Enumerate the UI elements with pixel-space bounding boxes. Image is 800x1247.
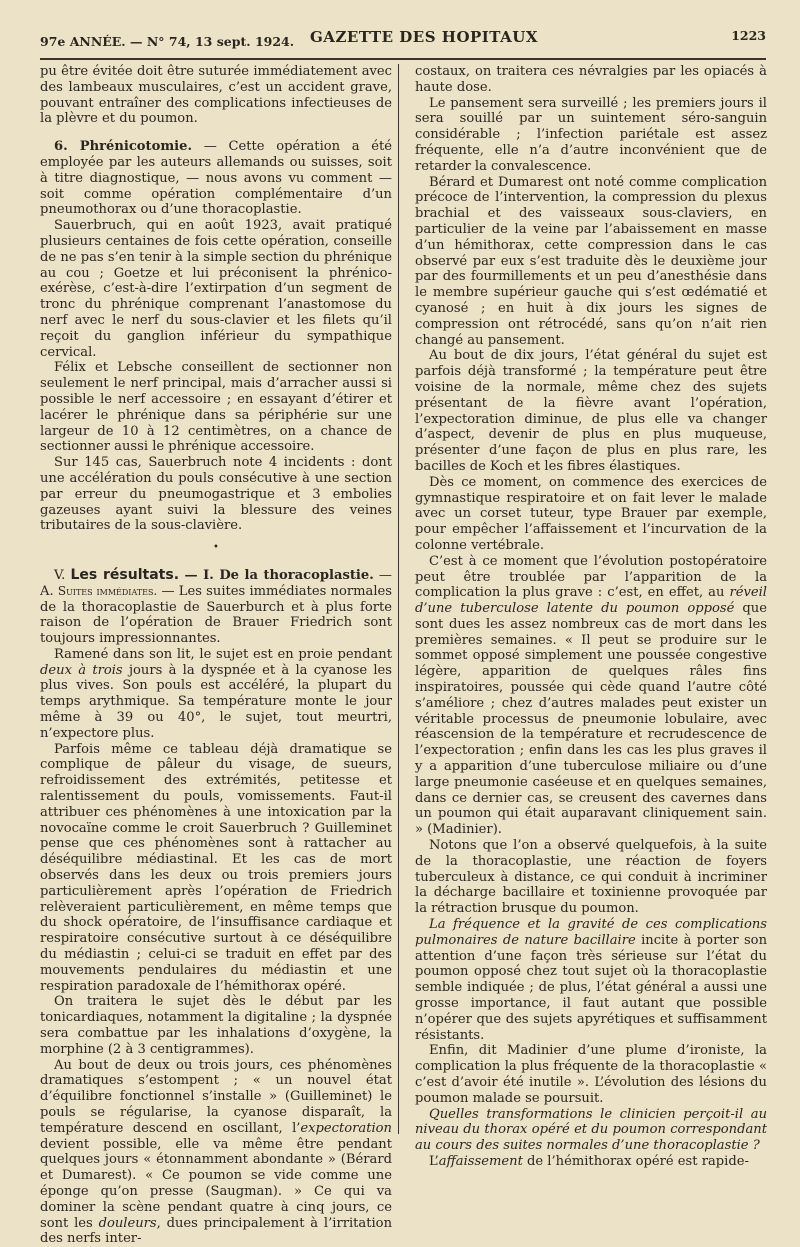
- emphasis: La fréquence et la gravité de ces complications pulmonaires de nature bacillaire: [415, 917, 767, 948]
- paragraph-text: Au bout de deux ou trois jours, ces phénomènes dramatiques s’estompent ; « un nouvel état d’équilibre fonctionnel s’installe » (Guilleminet) le pouls se régularise, la cyanose disparaît, la température descend en oscillant, l’: [40, 1057, 392, 1136]
- section-a-label: — A.: [40, 567, 392, 599]
- paragraph: Félix et Lebsche conseillent de sectionner non seulement le nerf principal, mais d’arracher aussi si possible le nerf accessoire ; en essayant d’étirer et lacérer le phrénique dans sa périphérie sur une largeur de 10 à 12 centimètres, on a chance de sectionner aussi le phrénique accessoire.: [40, 360, 392, 455]
- paragraph-question: [415, 1107, 767, 1154]
- paragraph: Sauerbruch, qui en août 1923, avait pratiqué plusieurs centaines de fois cette opération, conseille de ne pas s’en tenir à la simple section du phrénique au cou ; Goetze et lui préconisent la phrénico-exérèse, c’est-à-dire l’extirpation d’un segment de tronc du phrénique comprenant l’anastomose du nerf avec le nerf du sous-clavier et les filets qu’il reçoit du ganglion inférieur du sympathique cervical.: [40, 218, 392, 360]
- emphasis: expectoration: [300, 1120, 392, 1136]
- paragraph: [415, 917, 767, 1043]
- paragraph: [40, 647, 392, 742]
- section-number: V.: [54, 567, 71, 583]
- paragraph: Bérard et Dumarest ont noté comme complication précoce de l’intervention, la compression du plexus brachial et des vaisseaux sous-claviers, en particulier de la veine par l’abaissement en masse d’un hémithorax, cette compression dans le cas observé par eux s’est traduite dès le deuxième jour par des fourmillements et un peu d’anesthésie dans le membre supérieur gauche qui s’est œdématié et cyanosé ; en huit à dix jours les signes de compression ont rétrocédé, sans qu’on n’ait rien changé au pansement.: [415, 174, 767, 348]
- paragraph: [40, 1058, 392, 1247]
- section-heading-paragraph: [40, 568, 392, 647]
- paragraph: Dès ce moment, on commence des exercices de gymnastique respiratoire et on fait lever le malade avec un corset tuteur, type Brauer par exemple, pour empêcher l’affaissement et l’incurvation de la colonne vertébrale.: [415, 474, 767, 553]
- paragraph: Notons que l’on a observé quelquefois, à la suite de la thoracoplastie, une réaction de foyers tuberculeux à distance, ce qui conduit à incriminer la décharge bacillaire et toxinienne provoquée par la rétraction brusque du poumon.: [415, 838, 767, 917]
- section-title: Les résultats.: [70, 566, 180, 583]
- page-header: [40, 24, 766, 54]
- paragraph-text: C’est à ce moment que l’évolution postopératoire peut être troublée par l’apparition de la complication la plus grave : c’est, en effet, au: [415, 553, 767, 601]
- paragraph: [415, 554, 767, 838]
- emphasis: deux à trois: [40, 662, 123, 678]
- run-in-title: 6. Phrénicotomie.: [54, 139, 193, 155]
- paragraph: Enfin, dit Madinier d’une plume d’ironiste, la complication la plus fréquente de la thoracoplastie « c’est d’avoir été inutile ». L’évolution des lésions du poumon malade se poursuit.: [415, 1043, 767, 1106]
- paragraph-text: L’: [429, 1153, 439, 1169]
- emphasis: réveil d’une tuberculose latente du poumon opposé: [415, 585, 767, 617]
- journal-title: GAZETTE DES HOPITAUX: [310, 28, 539, 46]
- column-divider: [398, 64, 399, 1134]
- paragraph-text: — Les suites immédiates normales de la thoracoplastie de Sauerburch et à plus forte raison de l’opération de Brauer Friedrich sont toujours impressionnantes.: [40, 583, 392, 647]
- paragraph-text: devient possible, elle va même être pendant quelques jours « étonnamment abondante » (Bérard et Dumarest). « Ce poumon se vide comme une éponge qu’on presse (Saugman). » Ce qui va dominer la scène pendant quatre à cinq jours, ce sont les: [40, 1136, 392, 1231]
- left-column: [40, 64, 393, 1247]
- paragraph: Parfois même ce tableau déjà dramatique se complique de pâleur du visage, de sueurs, refroidissement des extrémités, petitesse et ralentissement du pouls, vomissements. Faut-il attribuer ces phénomènes à une intoxication par la novocaïne comme le croit Sauerbruch ? Guilleminet pense que ces phénomènes sont à rattacher au déséquilibre médiastinal. Et les cas de mort observés dans les deux ou trois premiers jours particulièrement après l’opération de Friedrich relèveraient particulièrement, en même temps que du shock opératoire, de l’insuffisance cardiaque et respiratoire consécutive surtout à ce déséquilibre du médiastin ; celui-ci se traduit en effet par des mouvements pendulaires du médiastin et une respiration paradoxale de l’hémithorax opéré.: [40, 741, 392, 994]
- paragraph: Au bout de dix jours, l’état général du sujet est parfois déjà transformé ; la température peut être voisine de la normale, même chez des sujets présentant de la fièvre avant l’opération, l’expectoration diminue, de plus elle va changer d’aspect, devenir de plus en plus muqueuse, présenter d’une façon de plus en plus rare, les bacilles de Koch et les fibres élastiques.: [415, 348, 767, 474]
- paragraph-text: , dues principalement à l’irritation des nerfs inter-: [40, 1215, 392, 1247]
- paragraph: Sur 145 cas, Sauerbruch note 4 incidents : dont une accélération du pouls consécutive à une section par erreur du pneumogastrique et 3 embolies gazeuses ayant suivi la blessure des veines tributaires de la sous-clavière.: [40, 455, 392, 534]
- page-number: 1223: [731, 28, 766, 43]
- header-rule: [40, 58, 766, 60]
- separator-dot: •: [213, 542, 219, 554]
- paragraph-phrenicotomie: [40, 139, 392, 218]
- paragraph-text: que sont dues les assez nombreux cas de mort dans les premières semaines. « Il peut se produire sur le sommet opposé simplement une poussée congestive légère, apparition de quelques râles fins inspiratoires, poussée qui cède quand l’autre côté s’améliore ; chez d’autres malades peut exister un véritable processus de pneumonie lobulaire, avec réascension de la température et recrudescence de l’expectoration ; enfin dans les cas les plus graves il y a apparition d’une tuberculose miliaire ou d’une large pneumonie caséeuse et en quelques semaines, dans ce dernier cas, se creusent des cavernes dans un poumon qui était auparavant cliniquement sain. » (Madinier).: [415, 601, 767, 838]
- section-a-title: Suites immédiates.: [57, 583, 158, 598]
- emphasis: douleurs: [98, 1215, 157, 1231]
- paragraph-text: — Cette opération a été employée par les auteurs allemands ou suisses, soit à titre diagnostique, — nous avons vu comment — soit comme opération complémentaire d’un pneumothorax ou d’une thoracoplastie.: [40, 139, 392, 218]
- paragraph-text: Ramené dans son lit, le sujet est en proie pendant: [54, 646, 392, 662]
- paragraph: costaux, on traitera ces névralgies par les opiacés à haute dose.: [415, 64, 767, 95]
- paragraph: Le pansement sera surveillé ; les premiers jours il sera souillé par un suintement séro-sanguin considérable ; l’infection pariétale est assez fréquente, elle n’a d’autre inconvénient que de retarder la convalescence.: [415, 95, 767, 174]
- paragraph-text: de l’hémithorax opéré est rapide-: [522, 1153, 749, 1169]
- right-column: [415, 64, 768, 1169]
- issue-info: 97e ANNÉE. — N° 74, 13 sept. 1924.: [40, 34, 295, 49]
- emphasis: Quelles transformations le clinicien perçoit-il au niveau du thorax opéré et du poumon correspondant au cours des suites normales d’une thoracoplastie ?: [415, 1106, 767, 1154]
- paragraph: [415, 1154, 767, 1170]
- paragraph-text: incite à porter son attention d’une façon très sérieuse sur l’état du poumon opposé chez tout sujet où la thoracoplastie semble indiquée ; de plus, l’état général a aussi une grosse importance, il faut autant que possible n’opérer que des sujets apyrétiques et suffisamment résistants.: [415, 932, 768, 1043]
- paragraph: pu être évitée doit être suturée immédiatement avec des lambeaux musculaires, c’est un accident grave, pouvant entraîner des complications infectieuses de la plèvre et du poumon.: [40, 64, 392, 127]
- paragraph-text: jours à la dyspnée et à la cyanose les plus vives. Son pouls est accéléré, la plupart du temps arythmique. Sa température monte le jour même à 39 ou 40°, le sujet, tout meurtri, n’expectore plus.: [40, 662, 393, 741]
- paragraph: On traitera le sujet dès le début par les tonicardiaques, notamment la digitaline ; la dyspnée sera combattue par les inhalations d’oxygène, la morphine (2 à 3 centigrammes).: [40, 994, 392, 1057]
- section-subtitle: — I. De la thoracoplastie.: [179, 567, 374, 583]
- emphasis: affaissement: [438, 1153, 523, 1169]
